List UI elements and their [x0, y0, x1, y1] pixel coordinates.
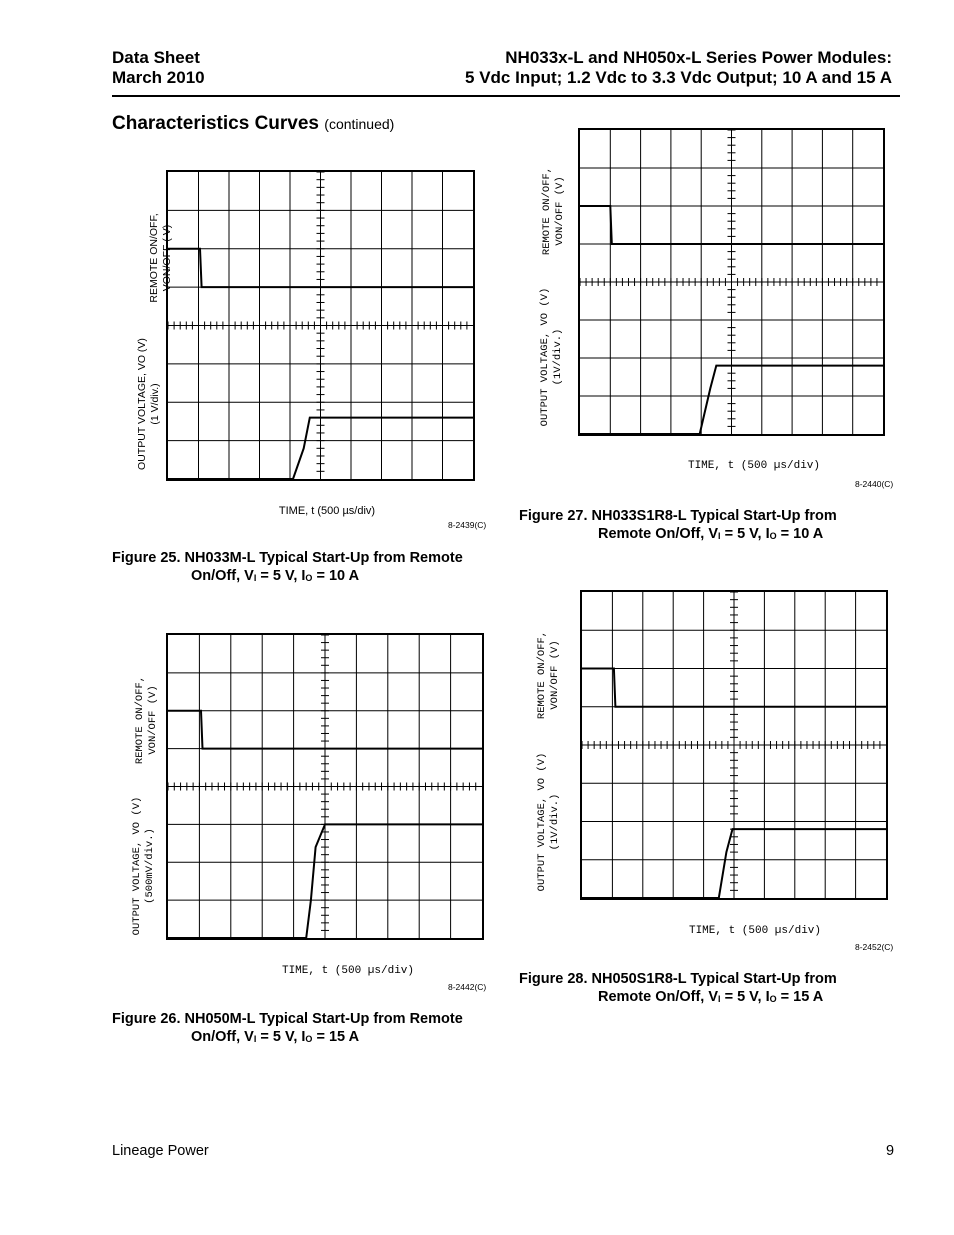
doc-type: Data Sheet — [112, 48, 200, 67]
fig26-plot — [168, 635, 482, 938]
doc-title: NH033x-L and NH050x-L Series Power Modules: — [505, 48, 892, 67]
fig26-code: 8-2442(C) — [448, 982, 487, 992]
fig27-scope — [578, 128, 885, 436]
fig25-caption: Figure 25. NH033M-L Typical Start-Up from Remote On/Off, $V_I = 5$ V, $I_O = 10$ A — [112, 550, 463, 584]
fig28-plot — [582, 592, 886, 898]
header-right — [465, 48, 892, 88]
fig28-caption: Figure 28. NH050S1R8-L Typical Start-Up from Remote On/Off, $V_I = 5$ V, $I_O = 15$ A — [519, 971, 837, 1005]
fig26-caption: Figure 26. NH050M-L Typical Start-Up from Remote On/Off, $V_I = 5$ V, $I_O = 15$ A — [112, 1011, 463, 1045]
doc-date: March 2010 — [112, 68, 205, 87]
doc-subtitle: 5 Vdc Input; 1.2 Vdc to 3.3 Vdc Output; 10 A and 15 A — [465, 68, 892, 87]
fig27-plot — [580, 130, 883, 434]
fig28-ylabel-top: REMOTE ON/OFF, VON/OFF (V) — [536, 630, 561, 720]
fig28-scope — [580, 590, 888, 900]
fig25-scope — [166, 170, 475, 481]
fig28-ylabel-bottom: OUTPUT VOLTAGE, VO (V) (1V/div.) — [536, 752, 561, 892]
section-continued: (continued) — [324, 116, 395, 132]
fig25-xlabel: TIME, t (500 µs/div) — [278, 505, 376, 517]
fig26-scope — [166, 633, 484, 940]
section-title: Characteristics Curves (continued) — [112, 113, 395, 134]
footer-company: Lineage Power — [112, 1143, 209, 1159]
fig26-ylabel-bottom: OUTPUT VOLTAGE, VO (V) (500mV/div.) — [131, 796, 156, 936]
fig25-ylabel-top: REMOTE ON/OFF, VON/OFF ( V) — [148, 213, 173, 303]
fig28-code: 8-2452(C) — [855, 942, 894, 952]
fig27-code: 8-2440(C) — [855, 479, 894, 489]
fig26-xlabel: TIME, t (500 µs/div) — [281, 965, 415, 977]
header-rule — [112, 95, 900, 97]
fig27-caption: Figure 27. NH033S1R8-L Typical Start-Up from Remote On/Off, $V_I = 5$ V, $I_O = 10$ A — [519, 508, 837, 542]
fig26-ylabel-top: REMOTE ON/OFF, VON/OFF (V) — [134, 675, 159, 765]
fig25-plot — [168, 172, 473, 479]
page-number: 9 — [886, 1143, 895, 1159]
fig27-xlabel: TIME, t (500 µs/div) — [687, 460, 821, 472]
fig25-code: 8-2439(C) — [448, 520, 487, 530]
header-left — [112, 48, 205, 88]
fig25-ylabel-bottom: OUTPUT VOLTAGE, VO (V) (1 V/div.) — [136, 338, 161, 470]
fig27-ylabel-top: REMOTE ON/OFF, VON/OFF (V) — [541, 166, 566, 256]
fig28-xlabel: TIME, t (500 µs/div) — [688, 925, 822, 937]
fig27-ylabel-bottom: OUTPUT VOLTAGE, VO (V) (1V/div.) — [539, 287, 564, 427]
